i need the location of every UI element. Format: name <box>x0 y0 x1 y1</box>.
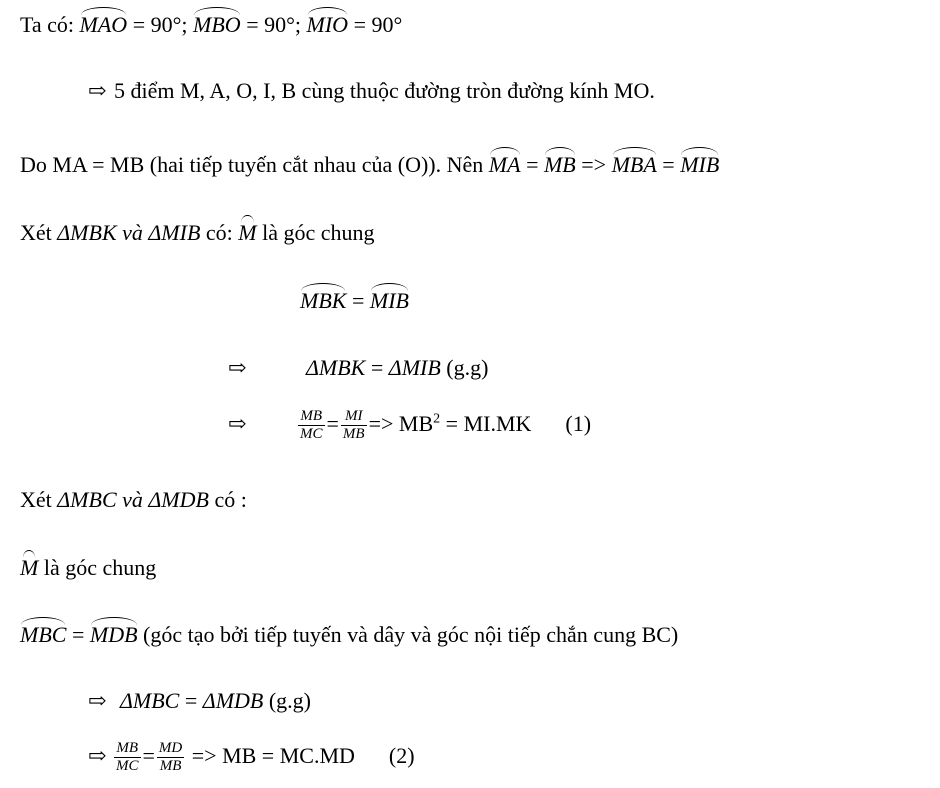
angle-mbk: MBK <box>300 286 346 316</box>
similarity-2 <box>88 686 311 716</box>
text: (g.g) <box>263 688 312 713</box>
text: Do MA = MB (hai tiếp tuyến cắt nhau của (O)). Nên <box>20 152 489 177</box>
numerator: MB <box>114 740 141 758</box>
text: = <box>656 152 681 177</box>
equation-tag: (2) <box>388 743 415 768</box>
implies-arrow-icon: ⇨ <box>228 411 247 436</box>
text: = 90°; <box>127 12 194 37</box>
triangle-mbk: ΔMBK <box>57 220 117 245</box>
text: có : <box>208 487 247 512</box>
denominator: MB <box>159 758 182 775</box>
implies-arrow-icon: ⇨ <box>88 743 107 768</box>
angle-mba: MBA <box>612 150 657 180</box>
arc-mb: MB <box>544 150 576 180</box>
triangle-mdb: ΔMDB <box>148 487 209 512</box>
consider-triangles-2 <box>20 485 247 515</box>
exponent: 2 <box>433 411 441 427</box>
text: Ta có: <box>20 12 80 37</box>
angle-mdb: MDB <box>90 620 138 650</box>
denominator: MC <box>300 426 323 443</box>
angle-mib: MIB <box>680 150 719 180</box>
text: = <box>66 622 90 647</box>
text: là góc chung <box>38 555 157 580</box>
text: 5 điểm M, A, O, I, B cùng thuộc đường tròn đường kính MO. <box>114 78 655 103</box>
common-angle <box>20 553 156 583</box>
text: có: <box>200 220 239 245</box>
text: => MB <box>368 411 434 436</box>
triangle-mib: ΔMIB <box>388 355 441 380</box>
fraction-mb-mc <box>114 740 141 775</box>
text: và <box>116 220 149 245</box>
angle-mbc: MBC <box>20 620 66 650</box>
fraction-mi-mb <box>341 408 367 443</box>
triangle-mdb: ΔMDB <box>202 688 264 713</box>
arc-ma: MA <box>489 150 521 180</box>
consider-triangles-1 <box>20 218 375 248</box>
implies-arrow-icon: ⇨ <box>88 78 107 103</box>
triangle-mbk: ΔMBK <box>306 355 366 380</box>
angle-mib: MIB <box>370 286 409 316</box>
text: (góc tạo bởi tiếp tuyến và dây và góc nội tiếp chắn cung BC) <box>137 622 679 647</box>
numerator: MB <box>298 408 325 426</box>
text: = <box>346 288 370 313</box>
text: và <box>116 487 149 512</box>
text: = <box>520 152 544 177</box>
text: = MI.MK <box>440 411 532 436</box>
ratio-equation-2 <box>88 736 415 776</box>
implies-arrow-icon: ⇨ <box>228 355 247 380</box>
triangle-mbc: ΔMBC <box>120 688 180 713</box>
angle-m: M <box>238 218 256 248</box>
angle-equality-1 <box>300 286 409 316</box>
numerator: MI <box>341 408 367 426</box>
fraction-mb-mc <box>298 408 325 443</box>
text: = <box>142 743 155 768</box>
angle-mio: MIO <box>307 10 349 40</box>
triangle-mib: ΔMIB <box>148 220 201 245</box>
angle-equality-2 <box>20 620 678 650</box>
text: => MB = MC.MD <box>186 743 355 768</box>
text: Xét <box>20 220 58 245</box>
implies-arrow-icon: ⇨ <box>88 688 107 713</box>
text: (g.g) <box>440 355 489 380</box>
text: = 90°; <box>240 12 307 37</box>
denominator: MC <box>116 758 139 775</box>
text: = <box>326 411 339 436</box>
angle-m: M <box>20 553 38 583</box>
text: = <box>365 355 389 380</box>
angle-mbo: MBO <box>193 10 241 40</box>
text: là góc chung <box>256 220 375 245</box>
statement-right-angles <box>20 10 402 40</box>
text: = 90° <box>348 12 403 37</box>
triangle-mbc: ΔMBC <box>57 487 117 512</box>
equation-tag: (1) <box>565 411 592 436</box>
text: = <box>179 688 203 713</box>
angle-mao: MAO <box>80 10 128 40</box>
similarity-1 <box>228 353 488 383</box>
text: => <box>575 152 612 177</box>
conclusion-concyclic <box>88 76 655 106</box>
statement-tangents <box>20 150 719 180</box>
ratio-equation-1 <box>228 404 591 444</box>
numerator: MD <box>158 740 183 757</box>
fraction-md-mb <box>157 740 184 775</box>
denominator: MB <box>342 426 365 443</box>
text: Xét <box>20 487 58 512</box>
